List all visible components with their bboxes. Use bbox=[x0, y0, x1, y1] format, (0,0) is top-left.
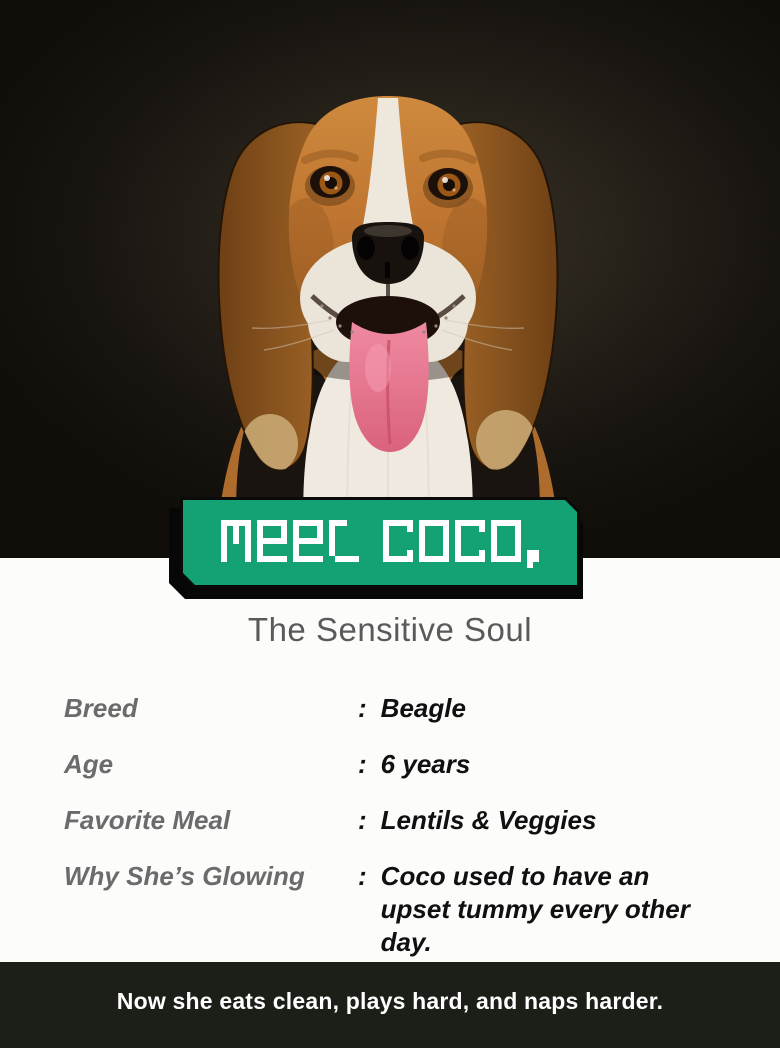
detail-label: Why She’s Glowing bbox=[64, 861, 305, 891]
detail-row bbox=[64, 748, 724, 781]
separator-colon: : bbox=[358, 749, 367, 779]
footer-bar bbox=[0, 962, 780, 1048]
separator-colon: : bbox=[358, 693, 367, 723]
detail-row bbox=[64, 860, 724, 959]
detail-row bbox=[64, 692, 724, 725]
detail-label: Age bbox=[64, 749, 114, 779]
subtitle: The Sensitive Soul bbox=[247, 611, 533, 648]
detail-value bbox=[358, 860, 724, 959]
page-title bbox=[221, 520, 539, 568]
detail-row bbox=[64, 804, 724, 837]
footer-tagline: Now she eats clean, plays hard, and naps harder. bbox=[116, 987, 664, 1014]
details-list bbox=[64, 692, 724, 959]
detail-label: Favorite Meal bbox=[64, 805, 231, 835]
detail-value bbox=[358, 748, 470, 781]
detail-value-text: Coco used to have an upset tummy every other day. bbox=[380, 861, 690, 957]
title-banner bbox=[180, 497, 580, 588]
separator-colon: : bbox=[358, 805, 367, 835]
detail-value-text: Beagle bbox=[380, 693, 466, 723]
detail-label: Breed bbox=[64, 693, 138, 723]
detail-value bbox=[358, 804, 596, 837]
detail-value-text: Lentils & Veggies bbox=[380, 805, 597, 835]
detail-value-text: 6 years bbox=[380, 749, 471, 779]
separator-colon: : bbox=[358, 861, 367, 891]
banner-plate bbox=[183, 500, 577, 585]
detail-value bbox=[358, 692, 466, 725]
